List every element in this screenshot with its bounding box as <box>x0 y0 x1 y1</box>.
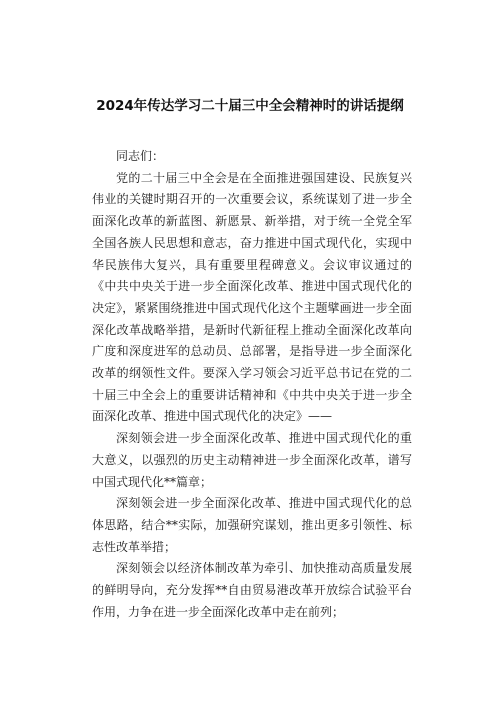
document-body <box>92 146 412 623</box>
document-title: 2024年传达学习二十届三中全会精神时的讲话提纲 <box>96 98 404 114</box>
paragraph-point-2: 深刻领会进一步全面深化改革、推进中国式现代化的总体思路，结合**实际，加强研究谋划，推出更多引领性、标志性改革举措； <box>92 496 412 554</box>
paragraph-point-1: 深刻领会进一步全面深化改革、推进中国式现代化的重大意义，以强烈的历史主动精神进一步全面深化改革，谱写中国式现代化**篇章； <box>92 431 412 489</box>
paragraph-point-3: 深刻领会以经济体制改革为牵引、加快推动高质量发展的鲜明导向，充分发挥**自由贸易港改革开放综合试验平台作用，力争在进一步全面深化改革中走在前列； <box>92 561 412 619</box>
paragraph-intro: 党的二十届三中全会是在全面推进强国建设、民族复兴伟业的关键时期召开的一次重要会议，系统谋划了进一步全面深化改革的新蓝图、新愿景、新举措，对于统一全党全军全国各族人民思想和意志，奋力推进中国式现代化，实现中华民族伟大复兴，具有重要里程碑意义。会议审议通过的《中共中央关于进一步全面深化改革、推进中国式现代化的决定》，紧紧围绕推进中国式现代化这个主题擘画进一步全面深化改革战略举措，是新时代新征程上推动全面深化改革向广度和深度进军的总动员、总部署，是指导进一步全面深化改革的纲领性文件。要深入学习领会习近平总书记在党的二十届三中全会上的重要讲话精神和《中共中央关于进一步全面深化改革、推进中国式现代化的决定》—— <box>92 170 412 424</box>
salutation: 同志们： <box>116 149 165 163</box>
